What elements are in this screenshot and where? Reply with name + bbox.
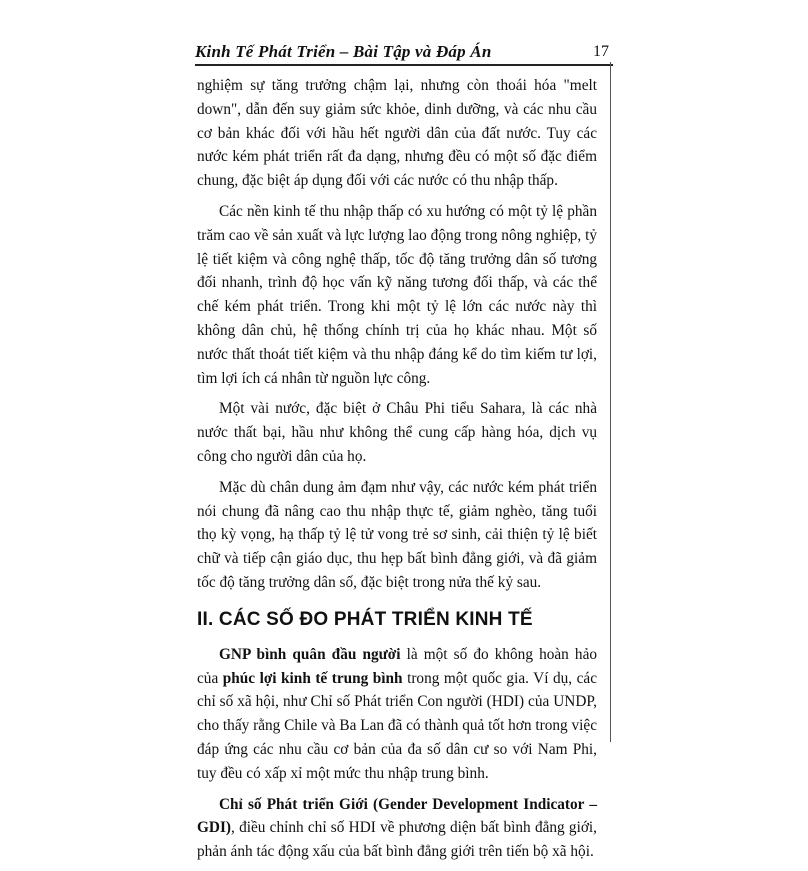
paragraph-4: Mặc dù chân dung ảm đạm như vậy, các nước kém phát triển nói chung đã nâng cao thu nhập thực tế, giảm nghèo, tăng tuổi thọ kỳ vọng, hạ thấp tỷ lệ tử vong trẻ sơ sinh, cải thiện tỷ lệ biết chữ và tiếp cận giáo dục, thu hẹp bất bình đẳng giới, và đã giảm tốc độ tăng trưởng dân số, đặc biệt trong nửa thế kỷ sau. (197, 478, 597, 591)
paragraph-5-text-2: trong một quốc gia. Ví dụ, các chỉ số xã hội, như Chỉ số Phát triển Con người (HDI) của UNDP, cho thấy rằng Chile và Ba Lan đã có thành quả tốt hơn trong việc đáp ứng các nhu cầu cơ bản của đa số dân cư so với Nam Phi, tuy đều có xấp xỉ một mức thu nhập trung bình. (197, 669, 597, 782)
paragraph-5-text-1: là một số đo không hoàn hảo của (197, 645, 598, 687)
term-gnp: GNP bình quân đầu người (219, 645, 401, 663)
paragraph-1: nghiệm sự tăng trưởng chậm lại, nhưng còn thoái hóa "melt down", dẫn đến suy giảm sức khỏe, dinh dưỡng, và các nhu cầu cơ bản khác đối với hầu hết người dân của đất nước. Tuy các nước kém phát triển rất đa dạng, nhưng đều có một số đặc điểm chung, đặc biệt áp dụng đối với các nước có thu nhập thấp. (197, 77, 597, 190)
paragraph-2: Các nền kinh tế thu nhập thấp có xu hướng có một tỷ lệ phần trăm cao về sản xuất và lực lượng lao động trong nông nghiệp, tỷ lệ tiết kiệm và công nghệ thấp, tốc độ tăng trưởng dân số tương đối nhanh, trình độ học vấn kỹ năng tương đối thấp, và các thể chế kém phát triển. Trong khi một tỷ lệ lớn các nước này thì không dân chủ, hệ thống chính trị của họ khác nhau. Một số nước thất thoát tiết kiệm và thu nhập đáng kể do tìm kiếm tư lợi, tìm lợi ích cá nhân từ nguồn lực công. (197, 202, 597, 387)
paragraph-5 (197, 643, 597, 786)
section-heading: II. CÁC SỐ ĐO PHÁT TRIỂN KINH TẾ (197, 608, 533, 630)
running-header (195, 38, 613, 66)
body-text (197, 74, 597, 871)
paragraph-6 (197, 793, 597, 864)
margin-rule (610, 62, 611, 742)
page-number: 17 (593, 43, 609, 60)
term-welfare: phúc lợi kinh tế trung bình (222, 669, 403, 687)
term-gdi: Chỉ số Phát triển Giới (Gender Development Indicator – GDI) (197, 795, 597, 837)
header-title: Kinh Tế Phát Triển – Bài Tập và Đáp Án (195, 42, 492, 61)
paragraph-6-text-1: , điều chỉnh chỉ số HDI về phương diện bất bình đẳng giới, phản ánh tác động xấu của bất bình đẳng giới trên tiến bộ xã hội. (197, 819, 597, 861)
paragraph-3: Một vài nước, đặc biệt ở Châu Phi tiểu Sahara, là các nhà nước thất bại, hầu như không thể cung cấp hàng hóa, dịch vụ công cho người dân của họ. (197, 400, 597, 465)
